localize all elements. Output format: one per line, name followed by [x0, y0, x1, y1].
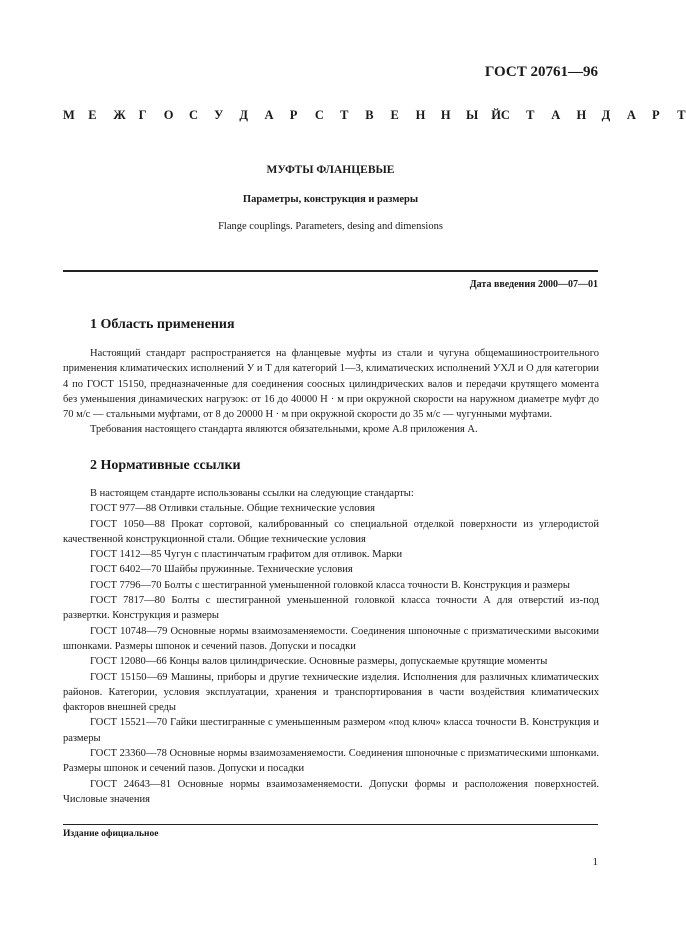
section-2-heading: 2 Нормативные ссылки — [90, 458, 241, 473]
document-code: ГОСТ 20761—96 — [484, 64, 598, 80]
reference-item: ГОСТ 15150—69 Машины, приборы и другие технические изделия. Исполнения для различных климатических районов. Категории, условия эксплуатации, хранения и транспортирования в части воздействия климатических факторов внешней среды — [63, 671, 599, 714]
reference-item: ГОСТ 15521—70 Гайки шестигранные с уменьшенным размером «под ключ» класса точности В. Конструкция и размеры — [63, 717, 599, 744]
reference-item: ГОСТ 6402—70 Шайбы пружинные. Технические условия — [90, 564, 353, 576]
reference-item: ГОСТ 1050—88 Прокат сортовой, калиброванный со специальной отделкой поверхности из углеродистой качественной конструкционной стали. Общие технические условия — [63, 518, 599, 545]
reference-item: ГОСТ 7796—70 Болты с шестигранной уменьшенной головкой класса точности В. Конструкция и размеры — [90, 579, 570, 591]
section-2-body — [63, 486, 599, 807]
document-subtitle: Параметры, конструкция и размеры — [242, 194, 419, 205]
edition-label: Издание официальное — [63, 829, 159, 839]
header-divider — [63, 270, 598, 272]
english-title: Flange couplings. Parameters, desing and dimensions — [218, 221, 443, 232]
banner-word-interstate: М Е Ж Г О С У Д А Р С Т В Е Н Н Ы Й — [63, 108, 501, 122]
reference-item: ГОСТ 7817—80 Болты с шестигранной уменьшенной головкой класса точности А для отверстий из-под развертки. Конструкция и размеры — [63, 595, 599, 622]
banner-word-standard: С Т А Н Д А Р Т — [500, 108, 686, 122]
reference-item: ГОСТ 1412—85 Чугун с пластинчатым графитом для отливок. Марки — [90, 549, 403, 561]
introduction-date: Дата введения 2000—07—01 — [469, 279, 598, 290]
page-number: 1 — [592, 856, 598, 868]
section-1-paragraph: Требования настоящего стандарта являются обязательными, кроме А.8 приложения А. — [90, 424, 478, 436]
section-1-heading: 1 Область применения — [90, 317, 235, 332]
reference-item: ГОСТ 10748—79 Основные нормы взаимозаменяемости. Соединения шпоночные с призматическими высокими шпонками. Размеры шпонок и сечений пазов. Допуски и посадки — [63, 625, 599, 652]
reference-item: ГОСТ 977—88 Отливки стальные. Общие технические условия — [90, 503, 375, 515]
footer-divider — [63, 824, 598, 825]
reference-item: В настоящем стандарте использованы ссылки на следующие стандарты: — [90, 488, 414, 499]
section-1-body — [63, 346, 599, 438]
reference-item: ГОСТ 12080—66 Концы валов цилиндрические. Основные размеры, допускаемые крутящие моменты — [90, 656, 548, 668]
document-title: МУФТЫ ФЛАНЦЕВЫЕ — [266, 164, 395, 176]
reference-item: ГОСТ 24643—81 Основные нормы взаимозаменяемости. Допуски формы и расположения поверхностей. Числовые значения — [63, 778, 599, 805]
reference-item: ГОСТ 23360—78 Основные нормы взаимозаменяемости. Соединения шпоночные с призматическими шпонками. Размеры шпонок и сечений пазов. Допуски и посадки — [63, 748, 599, 775]
interstate-standard-banner — [63, 108, 686, 123]
section-1-paragraph: Настоящий стандарт распространяется на фланцевые муфты из стали и чугуна общемашиностроительного применения климатических исполнений У и Т для категорий 1—3, климатических исполнений УХЛ и О для категории 4 по ГОСТ 15150, предназначенные для соединения соосных цилиндрических валов и передачи крутящего момента без уменьшения динамических нагрузок: от 16 до 40000 Н · м при окружной скорости на наружном диаметре муфт до 70 м/с — стальными муфтами, от 8 до 20000 Н · м при окружной скорости до 35 м/с — чугунными муфтами. — [63, 348, 599, 421]
